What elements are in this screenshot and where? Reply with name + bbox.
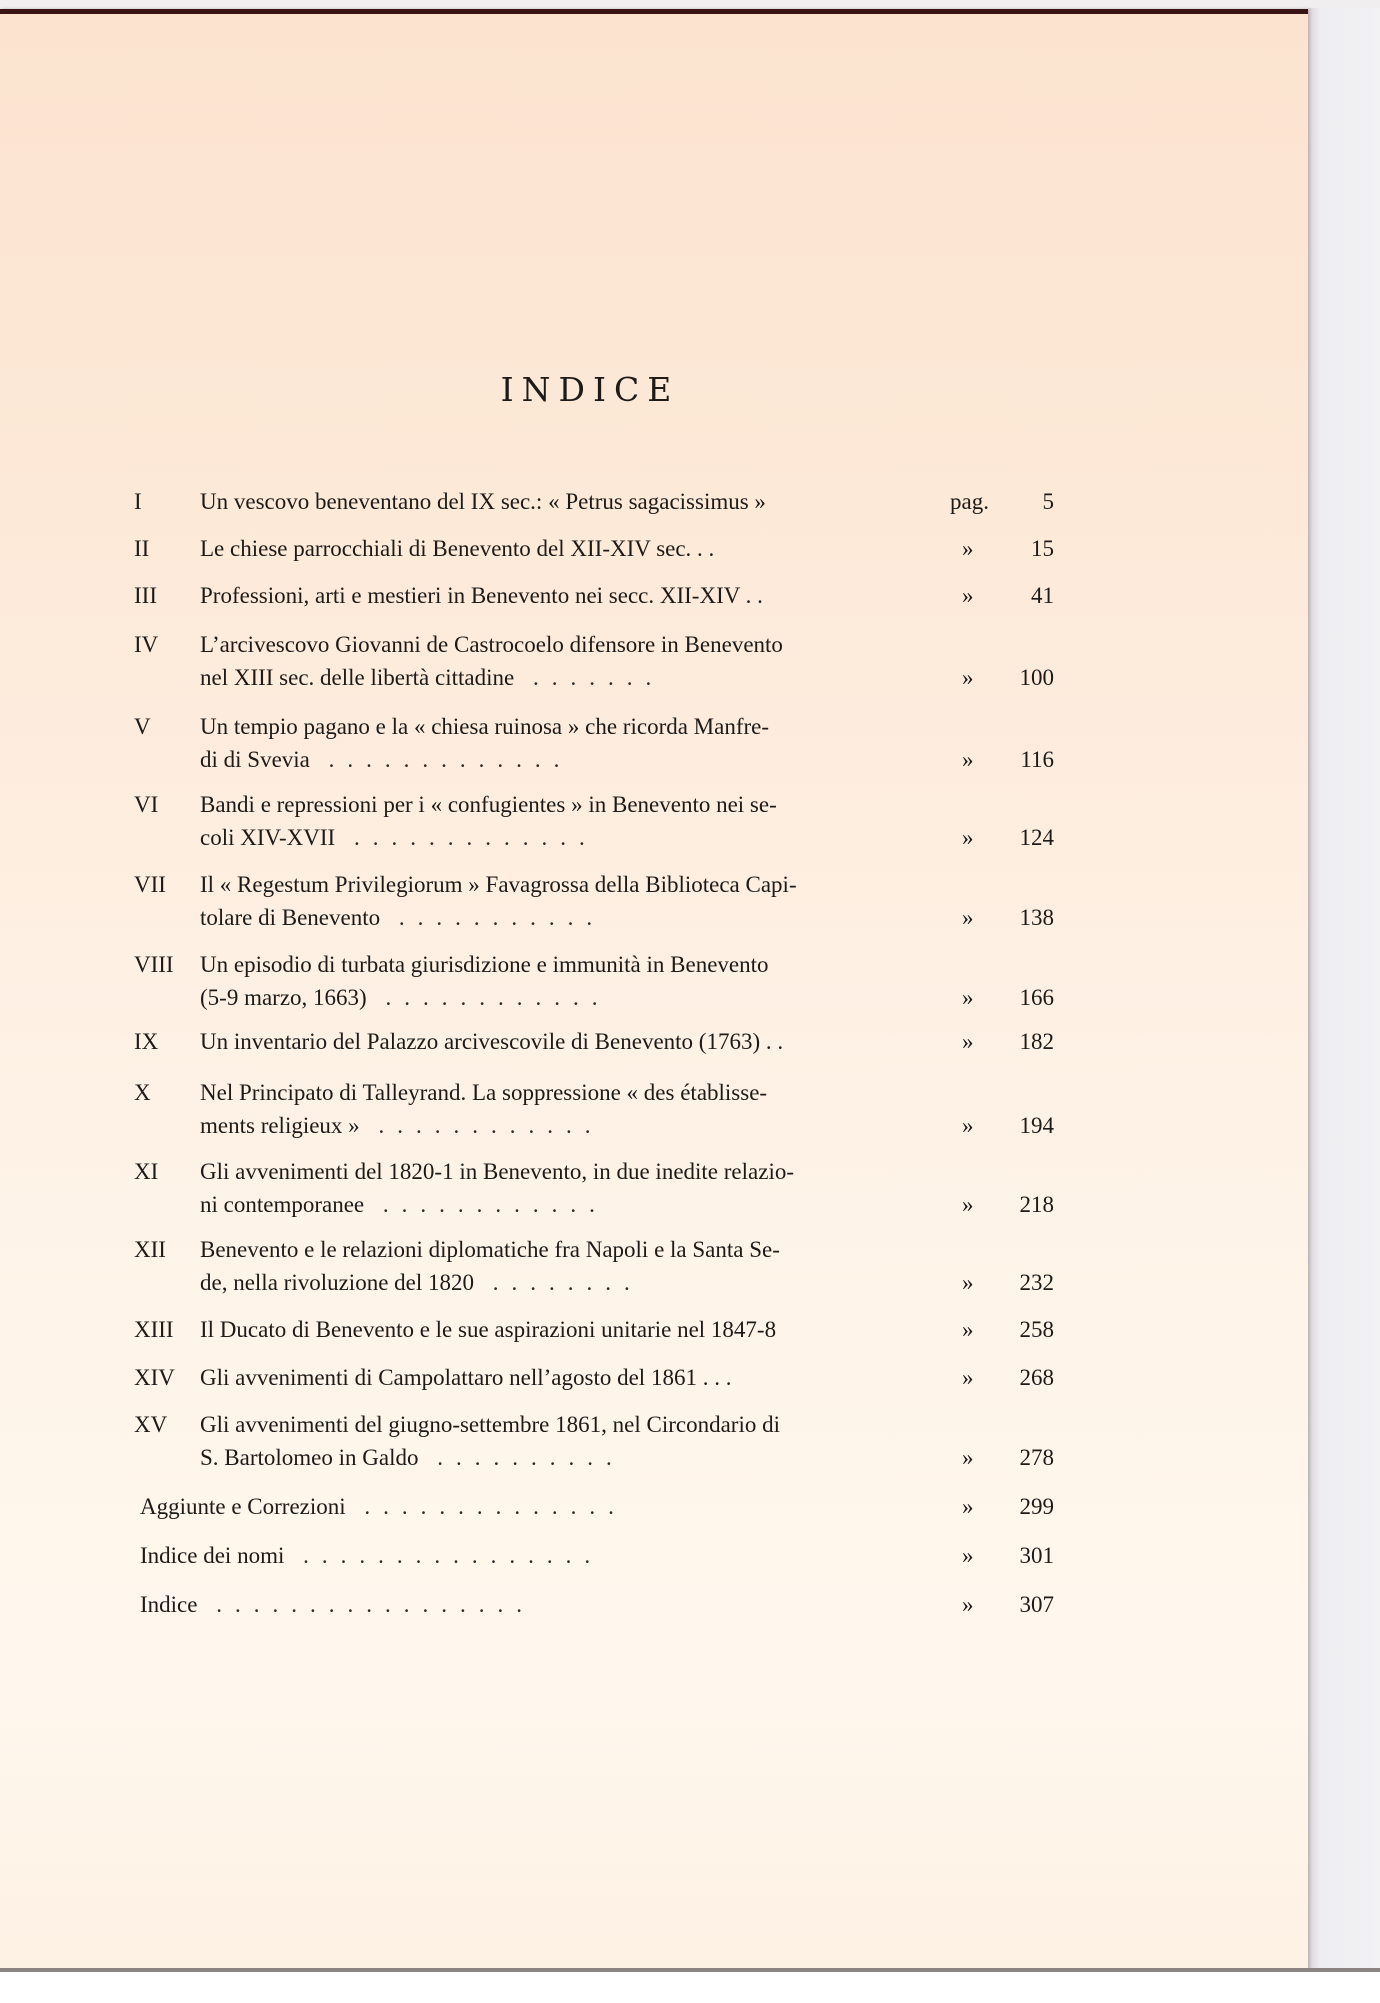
page-number: 182 bbox=[1019, 1029, 1054, 1054]
chapter-title-line: Nel Principato di Talleyrand. La soppressione « des établisse- bbox=[200, 1080, 768, 1105]
chapter-title-line: coli XIV-XVII ............. bbox=[200, 825, 598, 850]
chapter-number: XII bbox=[134, 1237, 166, 1262]
ditto-mark: » bbox=[962, 825, 974, 850]
ditto-mark: » bbox=[962, 1494, 974, 1519]
chapter-title bbox=[200, 948, 930, 1014]
chapter-number: XV bbox=[134, 1412, 168, 1437]
chapter-title-line: S. Bartolomeo in Galdo .......... bbox=[200, 1445, 625, 1470]
chapter-number: XIV bbox=[134, 1365, 175, 1390]
page-number: 138 bbox=[1019, 905, 1054, 930]
chapter-title-line: L’arcivescovo Giovanni de Castrocoelo difensore in Benevento bbox=[200, 632, 783, 657]
chapter-title-line: Benevento e le relazioni diplomatiche fra Napoli e la Santa Se- bbox=[200, 1237, 780, 1262]
page-number: 218 bbox=[1019, 1192, 1054, 1217]
chapter-number: VI bbox=[134, 792, 159, 817]
chapter-number: V bbox=[134, 714, 151, 739]
pag-label: pag. bbox=[950, 489, 989, 514]
dot-leader: .............. bbox=[345, 1494, 627, 1519]
chapter-title bbox=[200, 1361, 930, 1394]
chapter-title bbox=[200, 1313, 930, 1346]
chapter-title bbox=[200, 1025, 930, 1058]
chapter-title-line: tolare di Benevento ........... bbox=[200, 905, 606, 930]
chapter-number: III bbox=[134, 583, 157, 608]
chapter-title-line: (5-9 marzo, 1663) ............ bbox=[200, 985, 611, 1010]
chapter-number: II bbox=[134, 536, 150, 561]
page-number: 301 bbox=[1019, 1543, 1054, 1568]
page-number: 299 bbox=[1019, 1494, 1054, 1519]
chapter-title-line: Gli avvenimenti di Campolattaro nell’agosto del 1861 . . . bbox=[200, 1365, 732, 1390]
chapter-title-line: de, nella rivoluzione del 1820 ........ bbox=[200, 1270, 643, 1295]
chapter-title bbox=[200, 868, 930, 934]
dot-leader: .......... bbox=[418, 1445, 625, 1470]
dot-leader: ....... bbox=[514, 665, 665, 690]
dot-leader: ................ bbox=[284, 1543, 604, 1568]
dot-leader: ................. bbox=[197, 1592, 535, 1617]
chapter-title bbox=[200, 1408, 930, 1474]
appendix-title: Indice ................. bbox=[140, 1592, 535, 1617]
dot-leader: ............. bbox=[335, 825, 598, 850]
page-number: 124 bbox=[1019, 825, 1054, 850]
page-number: 232 bbox=[1019, 1270, 1054, 1295]
chapter-title-line: Un episodio di turbata giurisdizione e immunità in Benevento bbox=[200, 952, 769, 977]
chapter-title bbox=[200, 1155, 930, 1221]
ditto-mark: » bbox=[962, 1592, 974, 1617]
page-number: 258 bbox=[1019, 1317, 1054, 1342]
ditto-mark: » bbox=[962, 1113, 974, 1138]
ditto-mark: » bbox=[962, 905, 974, 930]
appendix-title: Aggiunte e Correzioni .............. bbox=[140, 1494, 627, 1519]
chapter-title-line: nel XIII sec. delle libertà cittadine ....... bbox=[200, 665, 665, 690]
page-number: 268 bbox=[1019, 1365, 1054, 1390]
chapter-title-line: Il « Regestum Privilegiorum » Favagrossa della Biblioteca Capi- bbox=[200, 872, 797, 897]
chapter-title-line: Professioni, arti e mestieri in Benevento nei secc. XII-XIV . . bbox=[200, 583, 763, 608]
page-number: 5 bbox=[1042, 489, 1054, 514]
appendix-title: Indice dei nomi ................ bbox=[140, 1543, 604, 1568]
page-number: 116 bbox=[1020, 747, 1054, 772]
dot-leader: ........... bbox=[380, 905, 606, 930]
page-number: 194 bbox=[1019, 1113, 1054, 1138]
page-number: 307 bbox=[1019, 1592, 1054, 1617]
chapter-title bbox=[200, 788, 930, 854]
page-number: 15 bbox=[1031, 536, 1054, 561]
page-title: INDICE bbox=[500, 370, 680, 409]
background bbox=[1308, 0, 1380, 1999]
chapter-title-line: Un vescovo beneventano del IX sec.: « Petrus sagacissimus » bbox=[200, 489, 766, 514]
page-number: 278 bbox=[1019, 1445, 1054, 1470]
chapter-title bbox=[200, 1076, 930, 1142]
chapter-title bbox=[200, 710, 930, 776]
page-number: 41 bbox=[1031, 583, 1054, 608]
ditto-mark: » bbox=[962, 1543, 974, 1568]
chapter-title-line: Bandi e repressioni per i « confugientes » in Benevento nei se- bbox=[200, 792, 777, 817]
chapter-number: IX bbox=[134, 1029, 159, 1054]
chapter-title bbox=[200, 628, 930, 694]
ditto-mark: » bbox=[962, 1270, 974, 1295]
chapter-number: I bbox=[134, 489, 142, 514]
page-number: 100 bbox=[1019, 665, 1054, 690]
chapter-number: VIII bbox=[134, 952, 174, 977]
page-number: 166 bbox=[1019, 985, 1054, 1010]
chapter-title-line: ments religieux » ............ bbox=[200, 1113, 604, 1138]
chapter-number: IV bbox=[134, 632, 159, 657]
ditto-mark: » bbox=[962, 985, 974, 1010]
chapter-number: XI bbox=[134, 1159, 159, 1184]
ditto-mark: » bbox=[962, 583, 974, 608]
dot-leader: ........ bbox=[474, 1270, 643, 1295]
chapter-title-line: Gli avvenimenti del giugno-settembre 1861, nel Circondario di bbox=[200, 1412, 780, 1437]
ditto-mark: » bbox=[962, 1365, 974, 1390]
chapter-title-line: ni contemporanee ............ bbox=[200, 1192, 608, 1217]
chapter-title bbox=[200, 579, 930, 612]
chapter-title bbox=[200, 1233, 930, 1299]
chapter-number: XIII bbox=[134, 1317, 174, 1342]
ditto-mark: » bbox=[962, 665, 974, 690]
chapter-title-line: di di Svevia ............. bbox=[200, 747, 573, 772]
dot-leader: ............ bbox=[359, 1113, 604, 1138]
dot-leader: ............ bbox=[366, 985, 611, 1010]
chapter-title-line: Il Ducato di Benevento e le sue aspirazioni unitarie nel 1847-8 bbox=[200, 1317, 777, 1342]
ditto-mark: » bbox=[962, 1192, 974, 1217]
chapter-number: VII bbox=[134, 872, 166, 897]
chapter-title-line: Gli avvenimenti del 1820-1 in Benevento, in due inedite relazio- bbox=[200, 1159, 794, 1184]
ditto-mark: » bbox=[962, 747, 974, 772]
chapter-title-line: Le chiese parrocchiali di Benevento del XII-XIV sec. . . bbox=[200, 536, 715, 561]
page-bottom-edge bbox=[0, 1968, 1380, 2003]
ditto-mark: » bbox=[962, 1445, 974, 1470]
chapter-title bbox=[200, 532, 930, 565]
dot-leader: ............. bbox=[309, 747, 573, 772]
chapter-title-line: Un tempio pagano e la « chiesa ruinosa » che ricorda Manfre- bbox=[200, 714, 770, 739]
ditto-mark: » bbox=[962, 1317, 974, 1342]
ditto-mark: » bbox=[962, 1029, 974, 1054]
chapter-title bbox=[200, 485, 930, 518]
ditto-mark: » bbox=[962, 536, 974, 561]
chapter-number: X bbox=[134, 1080, 151, 1105]
chapter-title-line: Un inventario del Palazzo arcivescovile di Benevento (1763) . . bbox=[200, 1029, 784, 1054]
dot-leader: ............ bbox=[364, 1192, 608, 1217]
